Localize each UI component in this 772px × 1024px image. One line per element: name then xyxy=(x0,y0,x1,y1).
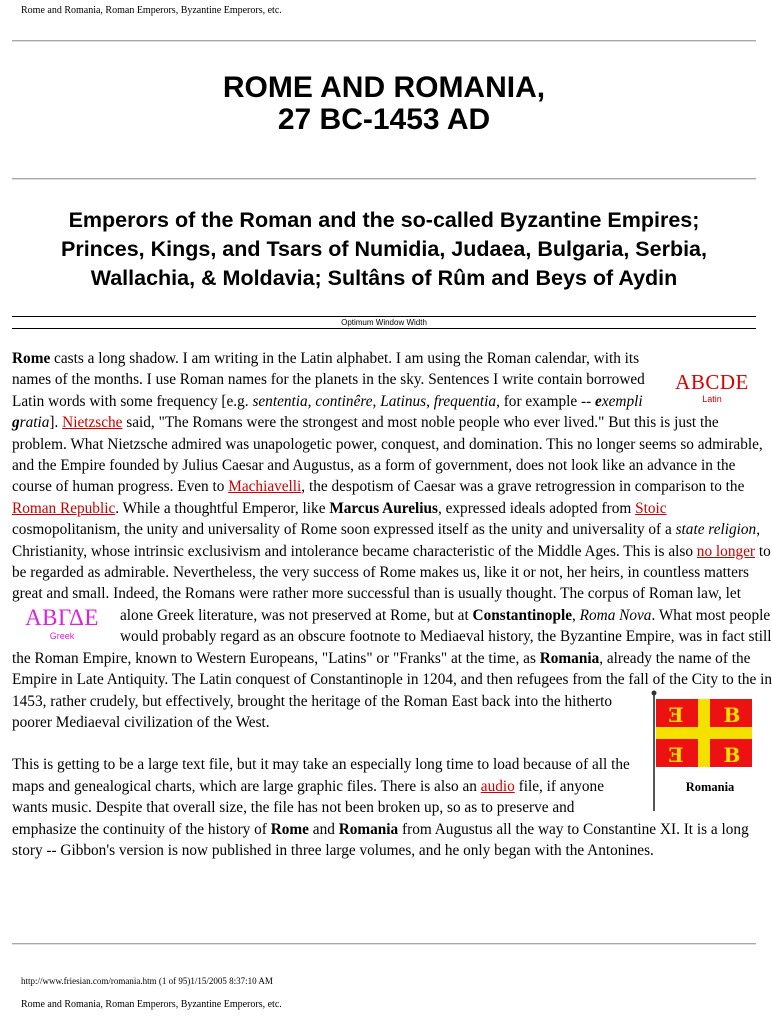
link-nietzsche[interactable]: Nietzsche xyxy=(62,414,123,432)
link-no-longer[interactable]: no longer xyxy=(696,542,755,560)
divider xyxy=(12,943,756,945)
subtitle-line3: Wallachia, & Moldavia; Sultâns of Rûm and Beys of Aydin xyxy=(90,266,678,290)
term-marcus-aurelius: Marcus Aurelius xyxy=(329,499,438,517)
page-title-line2: 27 BC-1453 AD xyxy=(277,103,491,136)
latin-caption: Latin xyxy=(702,394,722,404)
svg-text:B: B xyxy=(723,702,741,727)
subtitle-line1: Emperors of the Roman and the so-called Byzantine Empires; xyxy=(68,208,700,232)
paragraph-file-size: This is getting to be a large text file, but it may take an especially long time to load because of all the maps and genealogical charts, which are large graphic files. There is also an audio file, if anyone wants music. Despite that overall size, the file has not been broken up, so as to preserve and emphasize the continuity of the history of Rome and Romania from Augustus all the way to Constantine XI. It is a long story -- Gibbon's version is now published in three large volumes, and he only began with the Antonines. xyxy=(12,756,749,859)
greek-letters: ΑΒΓΔΕ xyxy=(25,604,99,630)
running-header: Rome and Romania, Roman Emperors, Byzantine Emperors, etc. xyxy=(21,5,282,16)
term-constantinople: Constantinople xyxy=(472,606,572,624)
term-rome: Rome xyxy=(12,350,51,367)
svg-text:Ǝ: Ǝ xyxy=(668,742,684,767)
page-title xyxy=(0,72,768,136)
latin-alphabet-image xyxy=(662,370,762,412)
optimum-window-width-label: Optimum Window Width xyxy=(341,318,427,327)
paragraph-intro: ABCDE Latin Rome casts a long shadow. I am writing in the Latin alphabet. I am using the Roman calendar, with its names of the months. I use Roman names for the planets in the sky. Sentences I write contain borrowed Latin words with some frequency [e.g. sententia, continêre, Latinus, frequentia, for example -- exempli gratia]. Nietzsche said, "The Romans were the strongest and most noble people who ever lived." But this is just the problem. What Nietzsche admired was unapologetic power, conquest, and domination. This no longer seems so admirable, and the Empire founded by Julius Caesar and Augustus, as a form of government, does not look like an advance in the course of human progress. Even to Machiavelli, the despotism of Caesar was a grave retrogression in comparison to the Roman Republic. While a thoughtful Emperor, like Marcus Aurelius, expressed ideals adopted from Stoic cosmopolitanism, the unity and universality of Rome soon expressed itself as the unity and universality of a state religion, Christianity, whose intrinsic exclusivism and intolerance became characteristic of the Middle Ages. This is also no longer to be regarded as admirable. Nevertheless, the very success of Rome makes us, like it or not, her heirs, in countless matters great and small. Indeed, the Romans were rather more successful than is usually thought. The corpus of Roman law, let alone Greek literature, was not preserved at Rome, but at Constantinople, ΑΒΓΔΕ Greek Roma Nova. What most people would probably regard as an obscure footnote to Mediaeval history, the Byzantine Empire, was in fact still the Roman Empire, known to Western Europeans, "Latins" or "Franks" at the time, as Romania, already the name of the Empire in Late Antiquity. The Latin conquest of Constantinople in 1204, and then refugees from the fall of the City to the Ǝ B Ǝ B Romania in 1453, rather crudely, but effectively, brought the heritage of the Roman East back into the hitherto poorer Mediaeval civilization of the West. xyxy=(12,348,772,733)
term-romania: Romania xyxy=(539,649,600,667)
divider xyxy=(12,40,756,42)
divider xyxy=(12,178,756,180)
svg-text:B: B xyxy=(723,742,741,767)
flag-caption: Romania xyxy=(685,779,735,794)
running-footer: Rome and Romania, Roman Emperors, Byzantine Emperors, etc. xyxy=(21,999,282,1010)
link-machiavelli[interactable]: Machiavelli xyxy=(228,478,302,496)
subtitle-line2: Princes, Kings, and Tsars of Numidia, Judaea, Bulgaria, Serbia, xyxy=(61,237,707,261)
greek-caption: Greek xyxy=(49,630,75,641)
link-stoic[interactable]: Stoic xyxy=(635,499,667,517)
latin-letters: ABCDE xyxy=(675,370,749,394)
page-footer-url: http://www.friesian.com/romania.htm (1 of 95)1/15/2005 8:37:10 AM xyxy=(21,976,273,986)
optimum-window-width-bar xyxy=(12,316,756,329)
page-subtitle xyxy=(0,206,768,293)
article-body xyxy=(12,348,772,861)
greek-alphabet-image xyxy=(12,605,112,647)
svg-text:Ǝ: Ǝ xyxy=(668,702,684,727)
page-title-line1: ROME AND ROMANIA, xyxy=(222,71,546,104)
romania-flag-image xyxy=(652,691,762,815)
link-audio[interactable]: audio xyxy=(480,777,515,795)
link-roman-republic[interactable]: Roman Republic xyxy=(12,499,116,517)
